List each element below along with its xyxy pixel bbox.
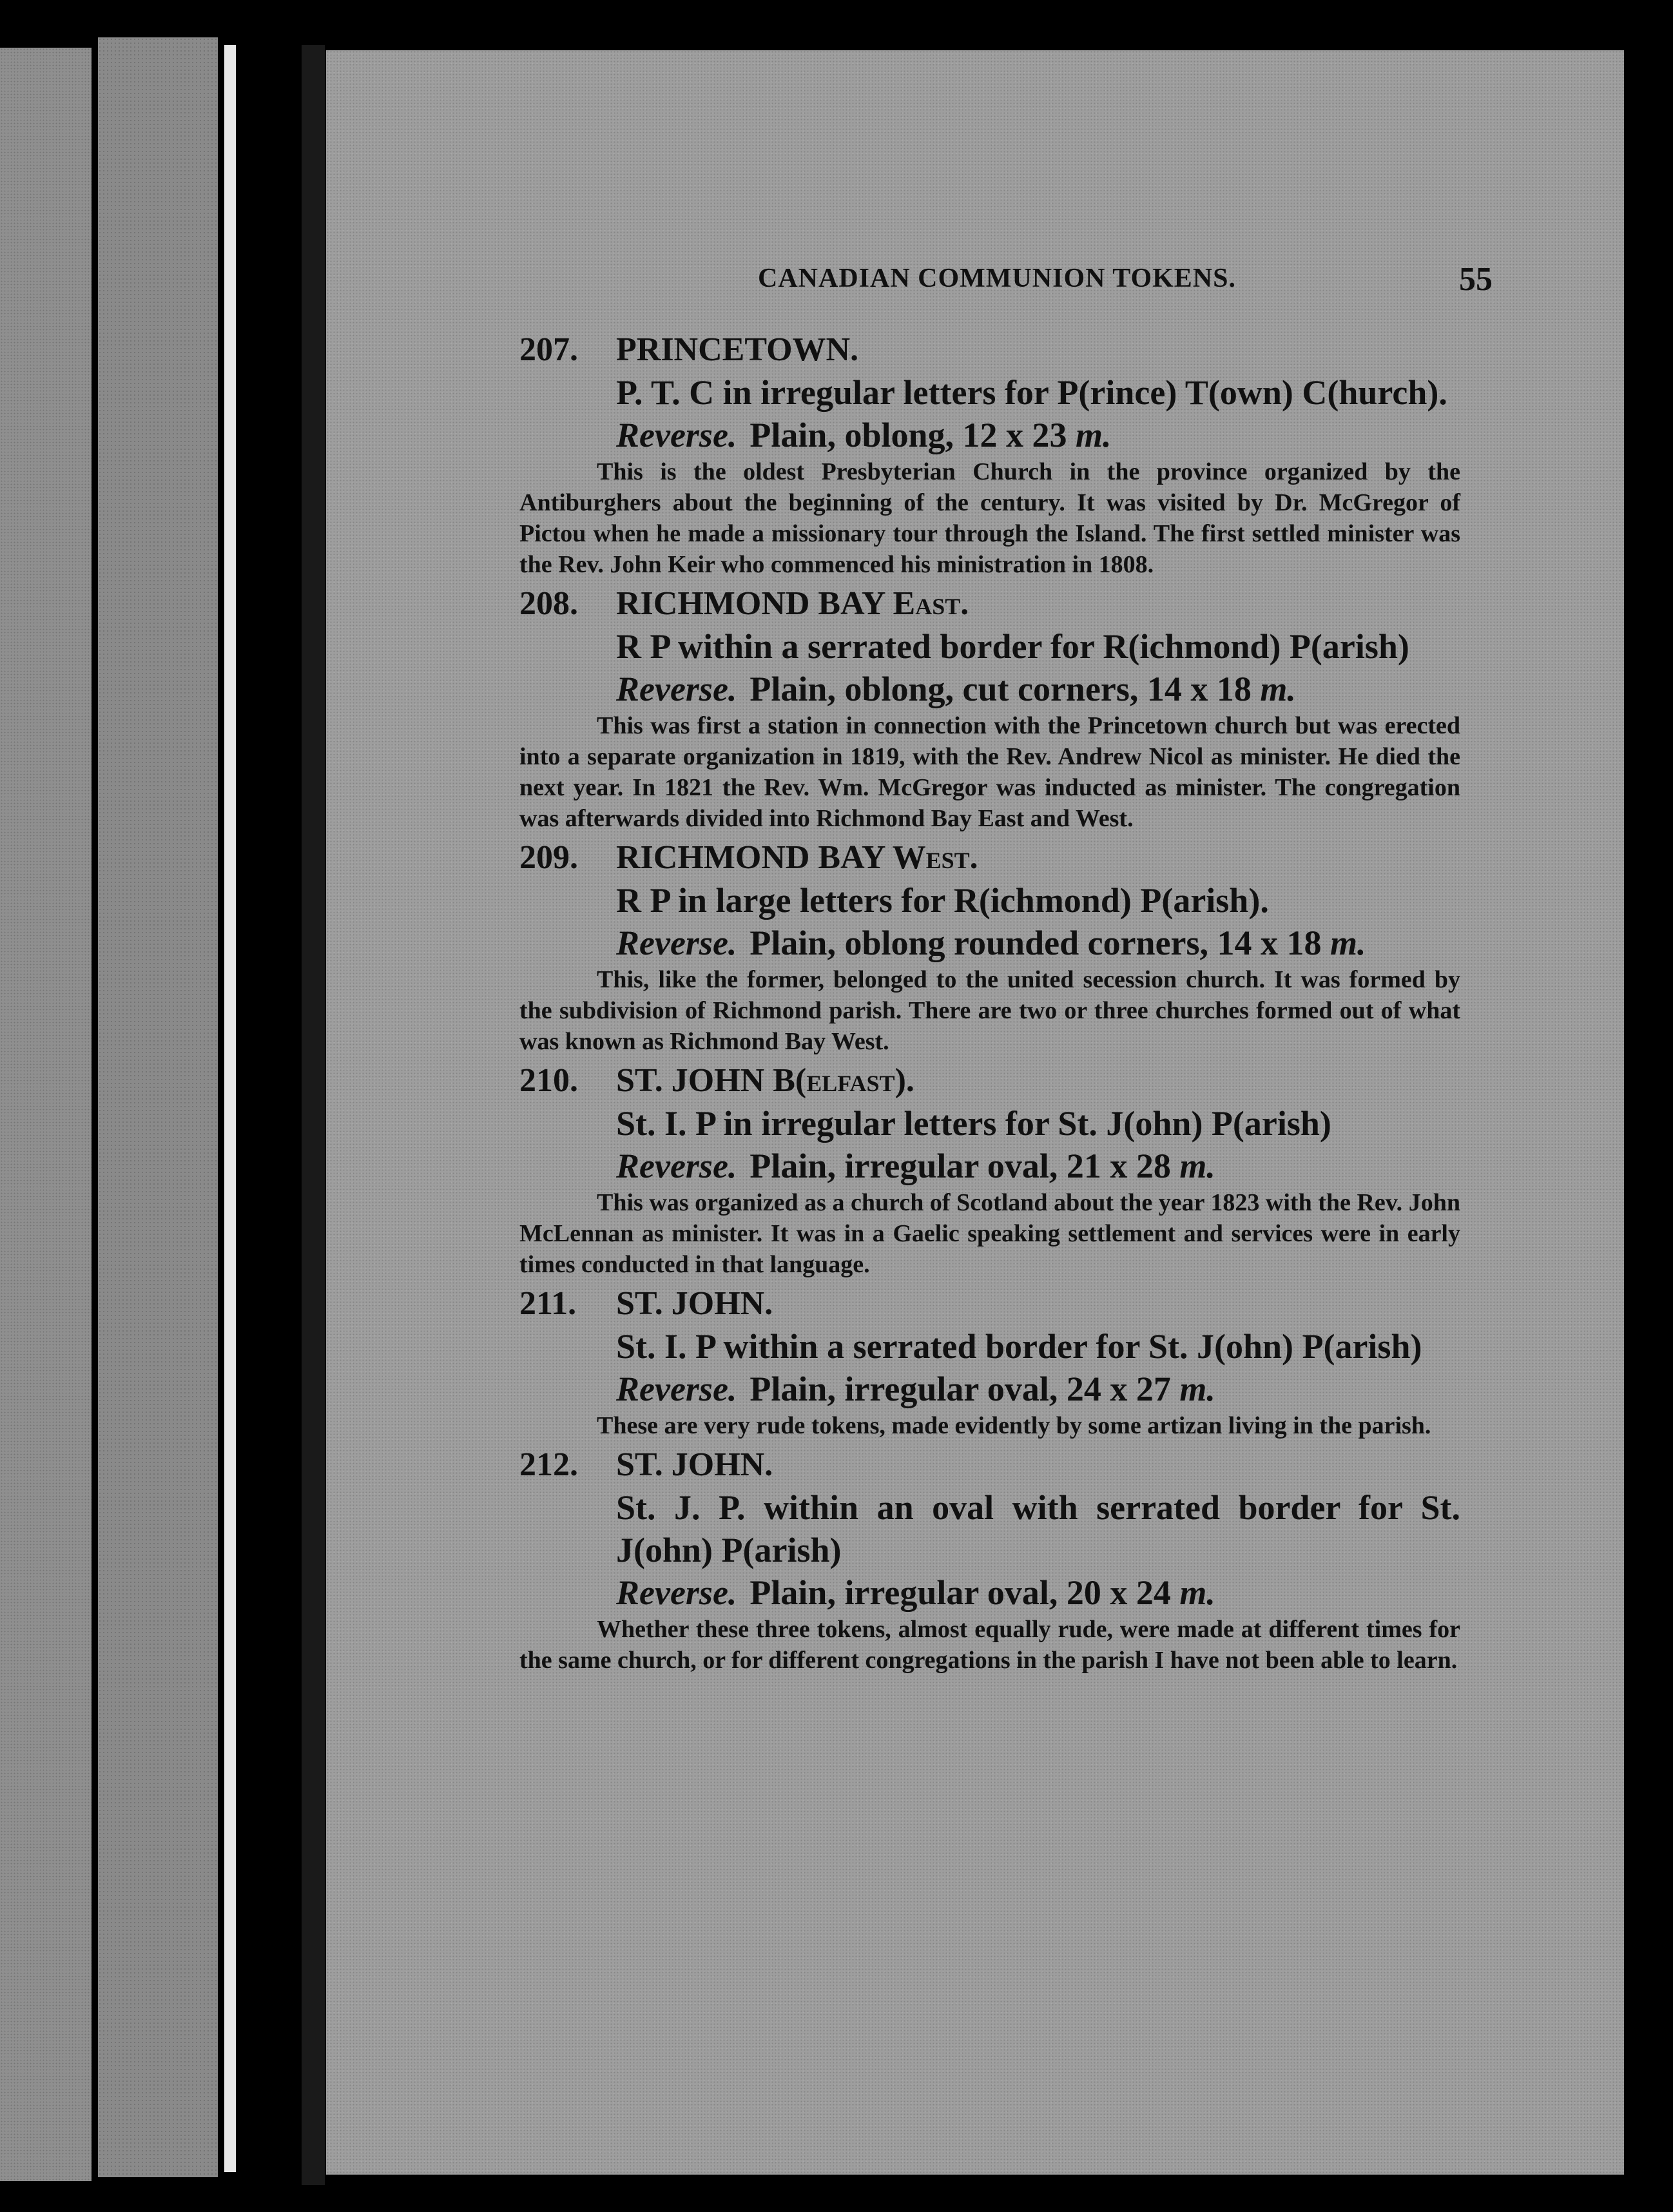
reverse-unit: m. [1179,1370,1215,1408]
entry-obverse: R P within a serrated border for R(ichmond) P(arish) [616,627,1409,666]
entry-number: 210. [519,1062,578,1099]
entry-heading [519,329,1460,371]
entry-heading [519,1444,1460,1486]
adjacent-page-strip [98,37,218,2177]
entry-reverse [616,668,1460,710]
entry-reverse [616,1145,1460,1187]
adjacent-page-edge [0,48,92,2181]
entry-heading [519,1060,1460,1102]
reverse-label: Reverse. [616,1147,737,1185]
entry-reverse [616,1368,1460,1410]
reverse-unit: m. [1260,670,1296,708]
entry-note: These are very rude tokens, made evidently by some artizan living in the parish. [597,1412,1431,1439]
entry-reverse [616,922,1460,964]
reverse-label: Reverse. [616,416,737,454]
entry-name: ST. JOHN. [616,1285,773,1322]
token-entry [519,1283,1460,1441]
book-page [326,50,1624,2175]
entry-heading [519,583,1460,625]
reverse-description: Plain, oblong, cut corners, 14 x 18 [749,670,1252,708]
reverse-description: Plain, irregular oval, 24 x 27 [749,1370,1171,1408]
entry-name: RICHMOND BAY West. [616,839,978,876]
page-number: 55 [1459,261,1493,298]
entry-note: Whether these three tokens, almost equally rude, were made at different times for the same church, or for different congregations in the parish I have not been able to learn. [519,1616,1460,1674]
running-header: CANADIAN COMMUNION TOKENS. [758,264,1236,293]
reverse-unit: m. [1179,1573,1215,1612]
reverse-label: Reverse. [616,924,737,962]
entry-number: 212. [519,1446,578,1483]
page-content [519,329,1460,1678]
entry-name: PRINCETOWN. [616,331,859,368]
entry-heading [519,1283,1460,1325]
reverse-label: Reverse. [616,1573,737,1612]
entry-obverse: St. I. P within a serrated border for St. J(ohn) P(arish) [616,1327,1422,1366]
entry-note: This was organized as a church of Scotland about the year 1823 with the Rev. John McLennan as minister. It was in a Gaelic speaking settlement and services were in early times conducted in that language. [519,1189,1460,1278]
token-entry [519,329,1460,580]
entry-heading [519,837,1460,879]
reverse-label: Reverse. [616,670,737,708]
entry-name: ST. JOHN B(elfast). [616,1062,914,1099]
entry-name: RICHMOND BAY East. [616,585,969,622]
token-entry [519,837,1460,1057]
reverse-description: Plain, irregular oval, 20 x 24 [749,1573,1171,1612]
token-entry [519,1060,1460,1280]
entry-obverse: P. T. C in irregular letters for P(rince) T(own) C(hurch). [616,373,1447,412]
entry-obverse: St. I. P in irregular letters for St. J(ohn) P(arish) [616,1104,1331,1143]
reverse-label: Reverse. [616,1370,737,1408]
page-gutter-dark [302,45,325,2185]
entry-number: 211. [519,1285,577,1322]
reverse-unit: m. [1330,924,1366,962]
entry-reverse [616,414,1460,456]
token-entry [519,1444,1460,1676]
entry-note: This, like the former, belonged to the united secession church. It was formed by the subdivision of Richmond parish. There are two or three churches formed out of what was known as Richmond Bay West. [519,966,1460,1055]
entry-note: This was first a station in connection with the Princetown church but was erected into a separate organization in 1819, with the Rev. Andrew Nicol as minister. He died the next year. In 1821 the Rev. Wm. McGregor was inducted as minister. The congregation was afterwards divided into Richmond Bay East and West. [519,712,1460,832]
reverse-description: Plain, irregular oval, 21 x 28 [749,1147,1171,1185]
entry-reverse [616,1571,1460,1614]
reverse-unit: m. [1076,416,1112,454]
entry-obverse: R P in large letters for R(ichmond) P(arish). [616,881,1269,920]
entry-name: ST. JOHN. [616,1446,773,1483]
entry-number: 207. [519,331,578,368]
reverse-description: Plain, oblong rounded corners, 14 x 18 [749,924,1322,962]
entry-obverse: St. J. P. within an oval with serrated border for St. J(ohn) P(arish) [616,1488,1460,1569]
page-gutter-light [224,45,236,2172]
reverse-unit: m. [1179,1147,1215,1185]
entry-number: 209. [519,839,578,876]
reverse-description: Plain, oblong, 12 x 23 [749,416,1067,454]
token-entry [519,583,1460,834]
entry-note: This is the oldest Presbyterian Church in the province organized by the Antiburghers about the beginning of the century. It was visited by Dr. McGregor of Pictou when he made a missionary tour through the Island. The first settled minister was the Rev. John Keir who commenced his ministration in 1808. [519,458,1460,578]
entry-number: 208. [519,585,578,622]
